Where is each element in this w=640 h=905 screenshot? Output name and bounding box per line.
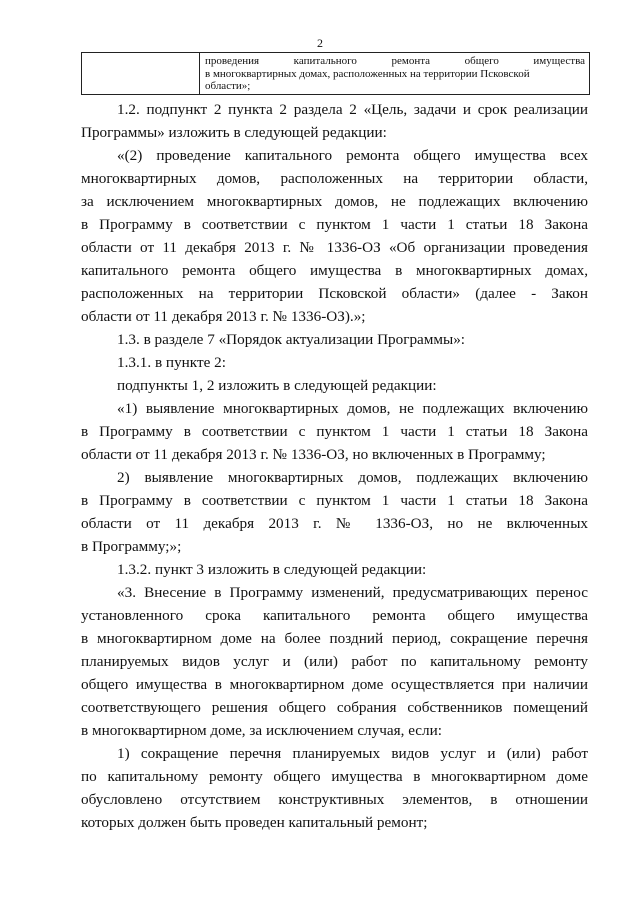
text-line: по капитальному ремонту общего имущества в многоквартирном доме [81,768,588,785]
text-line: в многоквартирном доме на более поздний период, сокращение перечня [81,630,588,647]
text-line: соответствующего решения общего собрания собственников помещений [81,699,588,716]
table-line: проведения капитального ремонта общего имущества [205,55,585,67]
text-line: Программы» изложить в следующей редакции: [81,124,387,141]
page-number: 2 [317,36,323,50]
text-line: в Программу в соответствии с пунктом 1 части 1 статьи 18 Закона [81,216,588,233]
document-body [81,98,588,834]
text-line: «1) выявление многоквартирных домов, не подлежащих включению [117,400,588,417]
table-line: в многоквартирных домах, расположенных на территории Псковской [205,67,530,80]
text-line: обусловлено отсутствием конструктивных элементов, в отношении [81,791,588,808]
paragraph [81,328,588,351]
text-line: в Программу;»; [81,538,182,555]
text-line: «(2) проведение капитального ремонта общего имущества всех [117,147,588,164]
text-line: в Программу в соответствии с пунктом 1 части 1 статьи 18 Закона [81,492,588,509]
paragraph [81,351,588,374]
table-fragment [81,52,590,95]
text-line: за исключением многоквартирных домов, не подлежащих включению [81,193,588,210]
text-line: подпункты 1, 2 изложить в следующей редакции: [117,377,437,394]
text-line: которых должен быть проведен капитальный ремонт; [81,814,428,831]
paragraph [81,558,588,581]
text-line: 1) сокращение перечня планируемых видов услуг и (или) работ [117,745,588,762]
text-line: планируемых видов услуг и (или) работ по капитальному ремонту [81,653,588,670]
paragraph [81,742,588,834]
text-line: 1.3.1. в пункте 2: [117,354,226,371]
text-line: многоквартирных домов, расположенных на территории области, [81,170,588,187]
text-line: области от 11 декабря 2013 г. № 1336-ОЗ).»; [81,308,366,325]
text-line: расположенных на территории Псковской области» (далее - Закон [81,285,588,302]
paragraph [81,144,588,328]
table-text-cell [205,55,585,93]
table-empty-cell [82,53,200,94]
paragraph [81,581,588,742]
text-line: в многоквартирном доме, за исключением случая, если: [81,722,442,739]
text-line: 1.3. в разделе 7 «Порядок актуализации Программы»: [117,331,466,348]
paragraph [81,374,588,397]
text-line: области от 11 декабря 2013 г. № 1336-ОЗ, но не включенных [81,515,588,532]
table-line: области»; [205,80,251,92]
paragraph [81,466,588,558]
paragraph [81,397,588,466]
text-line: 1.3.2. пункт 3 изложить в следующей редакции: [117,561,427,578]
text-line: 1.2. подпункт 2 пункта 2 раздела 2 «Цель, задачи и срок реализации [117,101,588,118]
text-line: 2) выявление многоквартирных домов, подлежащих включению [117,469,588,486]
text-line: области от 11 декабря 2013 г. № 1336-ОЗ, но включенных в Программу; [81,446,546,463]
text-line: общего имущества в многоквартирном доме осуществляется при наличии [81,676,588,693]
paragraph [81,98,588,144]
text-line: области от 11 декабря 2013 г. № 1336-ОЗ «Об организации проведения [81,239,588,256]
text-line: «3. Внесение в Программу изменений, предусматривающих перенос [117,584,588,601]
text-line: в Программу в соответствии с пунктом 1 части 1 статьи 18 Закона [81,423,588,440]
text-line: капитального ремонта общего имущества в многоквартирных домах, [81,262,588,279]
text-line: установленного срока капитального ремонта общего имущества [81,607,588,624]
